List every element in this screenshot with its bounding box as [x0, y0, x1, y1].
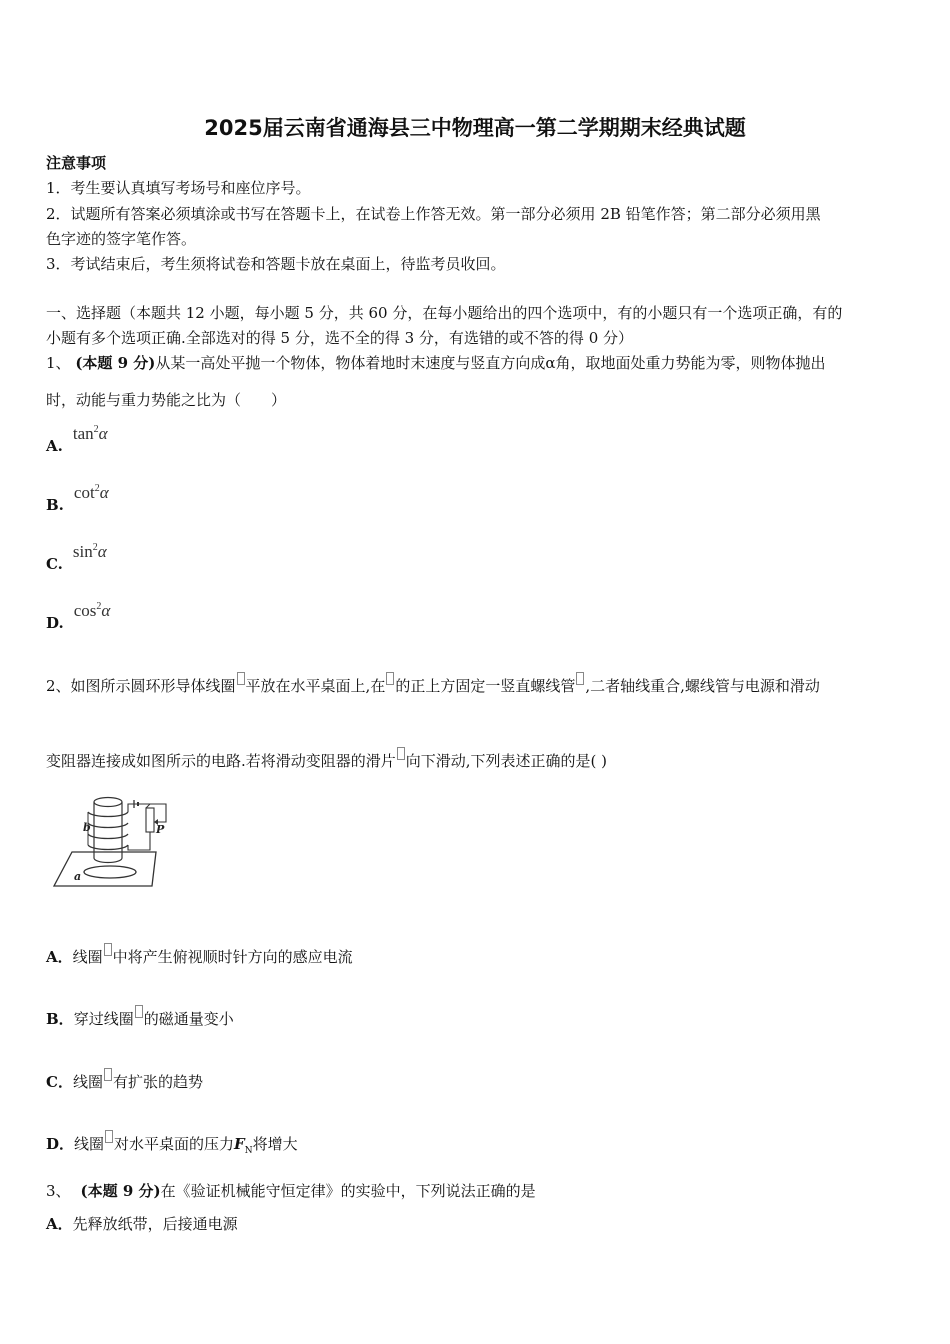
section-heading-cont: 小题有多个选项正确.全部选对的得 5 分，选不全的得 3 分，有选错的或不答的得 0 分）: [46, 329, 634, 347]
q3-option-a[interactable]: A．先释放纸带，后接通电源: [46, 1215, 238, 1233]
option-a[interactable]: [46, 424, 108, 455]
force-symbol: F: [234, 1135, 245, 1153]
question-number: 1、: [46, 354, 71, 372]
q2-option-a[interactable]: A．线圈 中将产生俯视顺时针方向的感应电流: [46, 943, 353, 967]
missing-glyph-box: [386, 672, 394, 685]
option-formula: $\tan^2\alpha$: [72, 424, 108, 443]
question-score: (本题 9 分): [75, 354, 156, 372]
option-formula: $\sin^2\alpha$: [72, 542, 107, 561]
solenoid-circuit-figure: [50, 792, 175, 892]
page-title: 2025届云南省通海县三中物理高一第二学期期末经典试题: [204, 116, 746, 140]
q2-option-b[interactable]: B．穿过线圈 的磁通量变小: [46, 1005, 234, 1029]
option-label: A.: [46, 437, 63, 455]
label-b: b: [83, 821, 91, 834]
missing-glyph-box: [104, 1068, 112, 1081]
missing-glyph-box: [237, 672, 245, 685]
notice-heading: 注意事项: [46, 154, 107, 172]
missing-glyph-box: [576, 672, 584, 685]
option-label: D.: [46, 614, 64, 632]
table-plane: [54, 852, 156, 886]
option-label: C.: [46, 555, 63, 573]
notice-item: 1．考生要认真填写考场号和座位序号。: [46, 179, 311, 197]
question-1-stem-cont: 时，动能与重力势能之比为（ ）: [46, 391, 287, 409]
ring-a: [84, 866, 136, 878]
missing-glyph-box: [104, 943, 112, 956]
option-formula: $\cos^2\alpha$: [73, 601, 111, 620]
question-2-stem-cont: 变阻器连接成如图所示的电路.若将滑动变阻器的滑片 向下滑动,下列表述正确的是( ): [46, 747, 607, 771]
missing-glyph-box: [105, 1130, 113, 1143]
notice-item: 色字迹的签字笔作答。: [46, 230, 197, 248]
option-d[interactable]: [46, 601, 111, 632]
option-label: B.: [46, 496, 64, 514]
notice-item: 3．考试结束后，考生须将试卷和答题卡放在桌面上，待监考员收回。: [46, 255, 506, 273]
q2-option-d[interactable]: D．线圈 对水平桌面的压力$F_N$将增大: [46, 1130, 298, 1156]
option-c[interactable]: [46, 542, 107, 573]
q2-option-c[interactable]: C．线圈 有扩张的趋势: [46, 1068, 203, 1092]
label-p: P: [156, 823, 165, 836]
option-formula: $\cot^2\alpha$: [73, 483, 109, 502]
notice-item: 2．试题所有答案必须填涂或书写在答题卡上，在试卷上作答无效。第一部分必须用 2B 铅笔作答；第二部分必须用黑: [46, 205, 821, 223]
question-1-stem: [46, 352, 826, 373]
section-heading: 一、选择题（本题共 12 小题，每小题 5 分，共 60 分，在每小题给出的四个选项中，有的小题只有一个选项正确，有的: [46, 304, 843, 322]
question-3-stem: 3、 (本题 9 分)在《验证机械能守恒定律》的实验中，下列说法正确的是: [46, 1182, 536, 1200]
force-subscript: N: [244, 1146, 253, 1156]
label-a: a: [74, 870, 82, 883]
question-text: 从某一高处平抛一个物体，物体着地时末速度与竖直方向成α角，取地面处重力势能为零，则物体抛出: [155, 354, 826, 372]
question-2-stem: 2、如图所示圆环形导体线圈 平放在水平桌面上,在 的正上方固定一竖直螺线管 ,二者轴线重合,螺线管与电源和滑动: [46, 672, 820, 696]
missing-glyph-box: [135, 1005, 143, 1018]
option-b[interactable]: [46, 483, 109, 514]
missing-glyph-box: [397, 747, 405, 760]
